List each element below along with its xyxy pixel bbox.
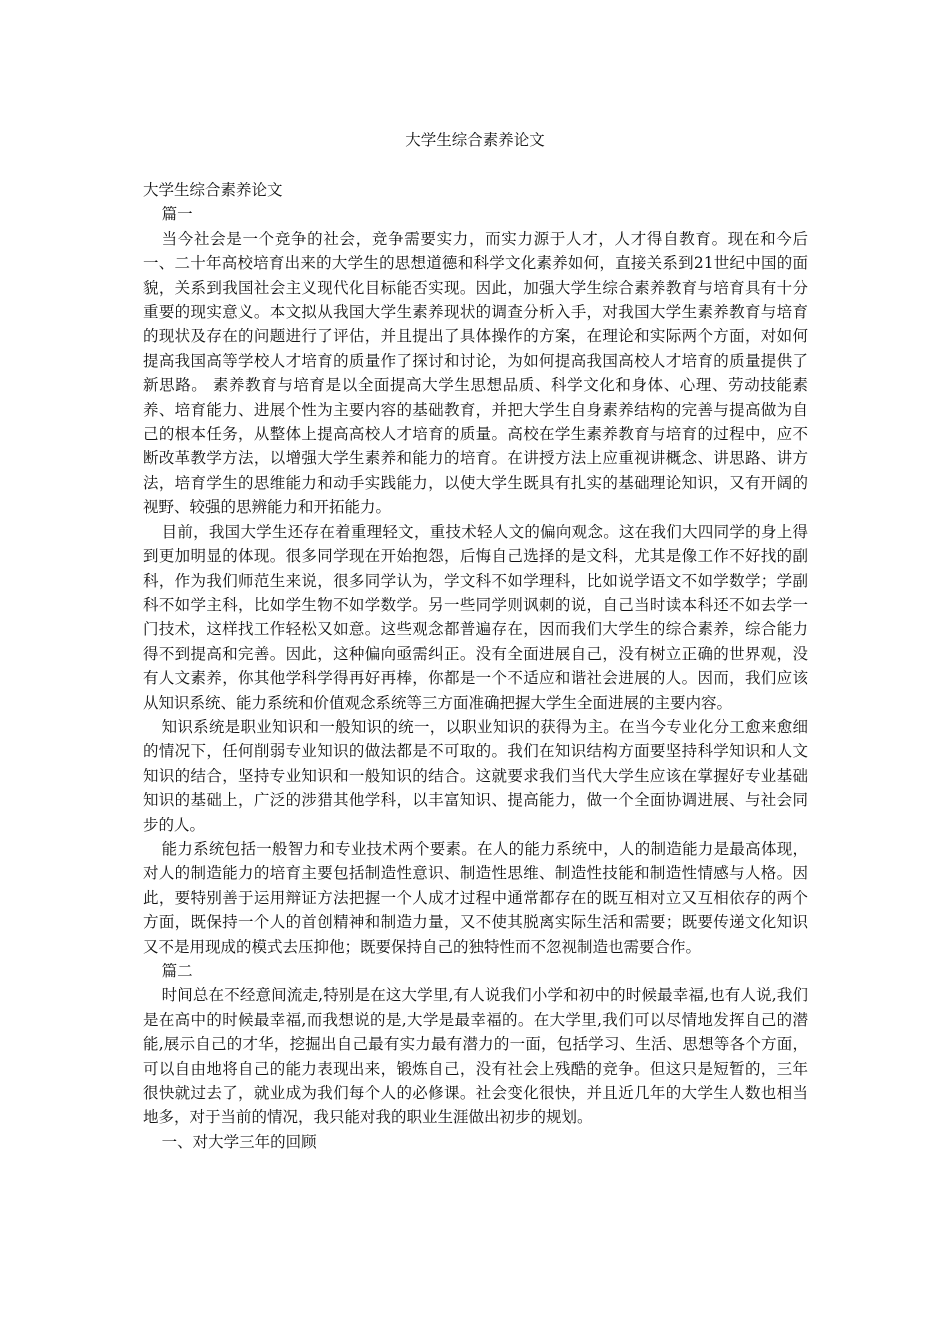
section-label-part1: 篇一	[161, 205, 193, 224]
paragraph-4: 能力系统包括一般智力和专业技术两个要素。在人的能力系统中，人的制造能力是最高体现，对人的制造能力的培育主要包括制造性意识、制造性思维、制造性技能和制造性情感与人格。因此，要特别善于运用辩证方法把握一个人成才过程中通常都存在的既互相对立又互相依存的两个方面，既保持一个人的首创精神和制造力量，又不使其脱离实际生活和需要；既要传递文化知识又不是用现成的模式去压抑他；既要保持自己的独特性而不忽视制造也需要合作。	[143, 839, 808, 956]
page-title: 大学生综合素养论文	[405, 131, 545, 149]
section-heading-1: 一、对大学三年的回顾	[161, 1132, 317, 1151]
paragraph-5: 时间总在不经意间流走,特别是在这大学里,有人说我们小学和初中的时候最幸福,也有人说,我们是在高中的时候最幸福,而我想说的是,大学是最幸福的。在大学里,我们可以尽情地发挥自己的潜能,展示自己的才华，挖掘出自己最有实力最有潜力的一面，包括学习、生活、思想等各个方面，可以自由地将自己的能力表现出来，锻炼自己，没有社会上残酷的竞争。但这只是短暂的，三年很快就过去了，就业成为我们每个人的必修课。社会变化很快，并且近几年的大学生人数也相当地多，对于当前的情况，我只能对我的职业生涯做出初步的规划。	[143, 986, 808, 1127]
paragraph-3: 知识系统是职业知识和一般知识的统一，以职业知识的获得为主。在当今专业化分工愈来愈细的情况下，任何削弱专业知识的做法都是不可取的。我们在知识结构方面要坚持科学知识和人文知识的结合，坚持专业知识和一般知识的结合。这就要求我们当代大学生应该在掌握好专业基础知识的基础上，广泛的涉猎其他学科，以丰富知识、提高能力，做一个全面协调进展、与社会同步的人。	[143, 717, 808, 834]
document-subtitle: 大学生综合素养论文	[143, 181, 283, 199]
section-label-part2: 篇二	[161, 962, 193, 980]
paragraph-1: 当今社会是一个竞争的社会，竞争需要实力，而实力源于人才，人才得自教育。现在和今后一、二十年高校培育出来的大学生的思想道德和科学文化素养如何，直接关系到21世纪中国的面貌，关系到我国社会主义现代化目标能否实现。因此，加强大学生综合素养教育与培育具有十分重要的现实意义。本文拟从我国大学生素养现状的调查分析入手，对我国大学生素养教育与培育的现状及存在的问题进行了评估，并且提出了具体操作的方案，在理论和实际两个方面，对如何提高我国高等学校人才培育的质量作了探讨和讨论，为如何提高我国高校人才培育的质量提供了新思路。 素养教育与培育是以全面提高大学生思想品质、科学文化和身体、心理、劳动技能素养、培育能力、进展个性为主要内容的基础教育，并把大学生自身素养结构的完善与提高做为自己的根本任务，从整体上提高高校人才培育的质量。高校在学生素养教育与培育的过程中，应不断改革教学方法，以增强大学生素养和能力的培育。在讲授方法上应重视讲概念、讲思路、讲方法，培育学生的思维能力和动手实践能力，以使大学生既具有扎实的基础理论知识，又有开阔的视野、较强的思辨能力和开拓能力。	[143, 229, 808, 517]
paragraph-2: 目前，我国大学生还存在着重理轻文，重技术轻人文的偏向观念。这在我们大四同学的身上得到更加明显的体现。很多同学现在开始抱怨，后悔自己选择的是文科，尤其是像工作不好找的副科，作为我们师范生来说，很多同学认为，学文科不如学理科，比如说学语文不如学数学；学副科不如学主科，比如学生物不如学数学。另一些同学则讽刺的说，自己当时读本科还不如去学一门技术，这样找工作轻松又如意。这些观念都普遍存在，因而我们大学生的综合素养，综合能力得不到提高和完善。因此，这种偏向亟需纠正。没有全面进展自己，没有树立正确的世界观，没有人文素养，你其他学科学得再好再棒，你都是一个不适应和谐社会进展的人。因而，我们应该从知识系统、能力系统和价值观念系统等三方面准确把握大学生全面进展的主要内容。	[143, 522, 808, 712]
document-body	[143, 178, 808, 1154]
